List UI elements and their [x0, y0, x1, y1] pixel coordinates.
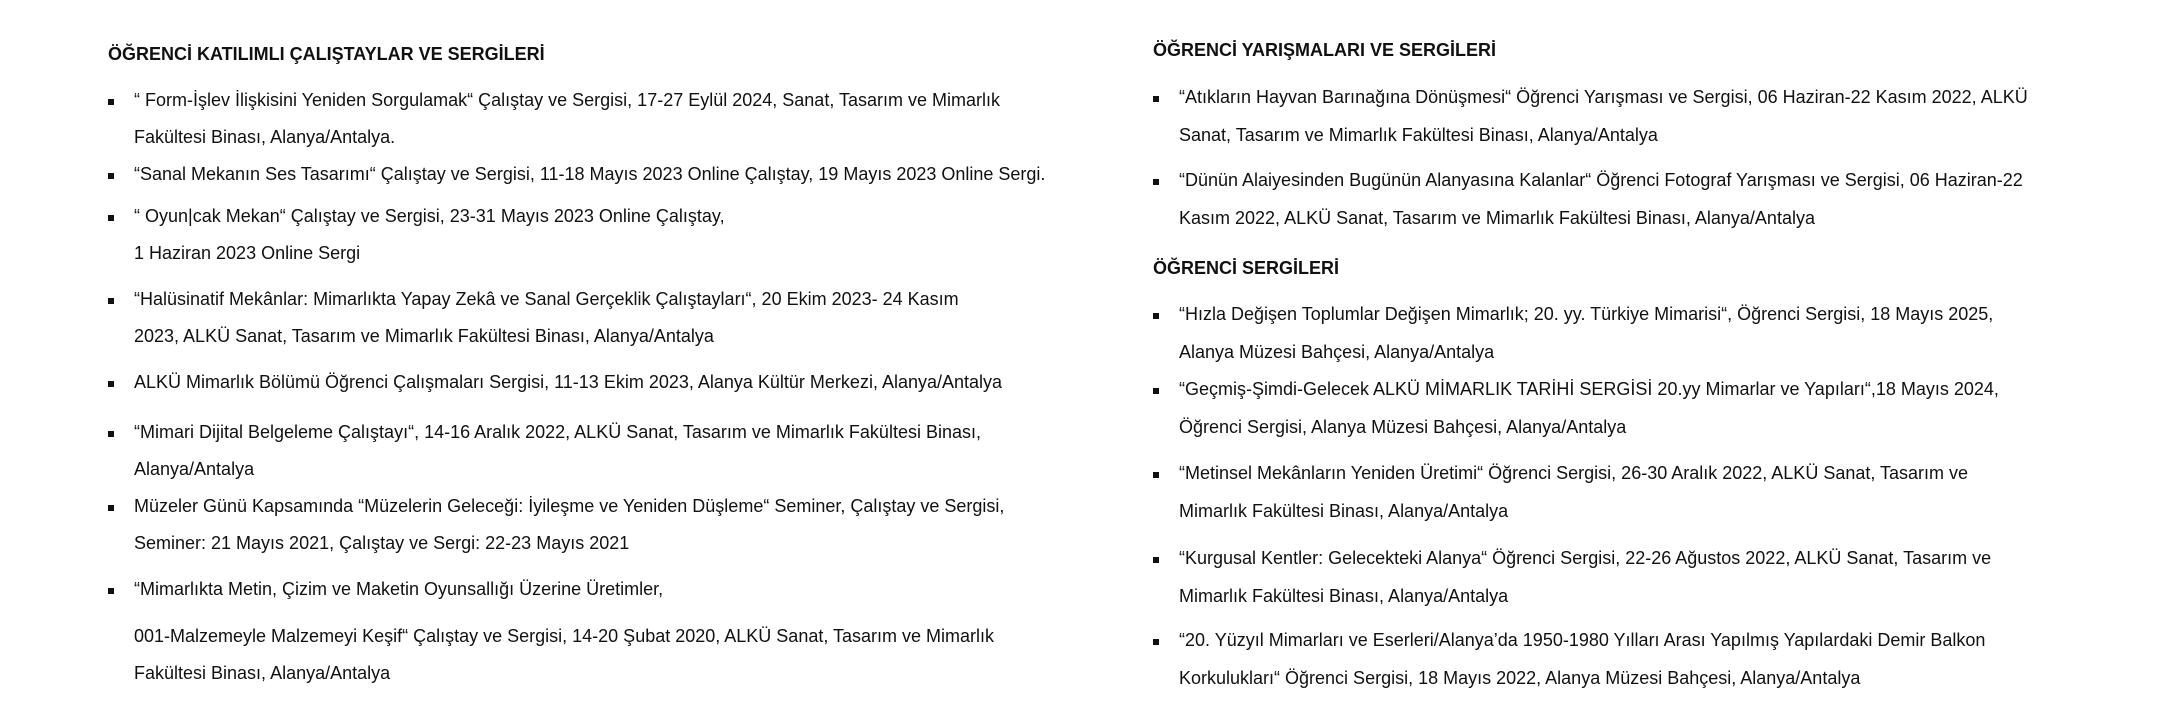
bullet-icon: [1153, 639, 1159, 645]
list-item-line: Mimarlık Fakültesi Binası, Alanya/Antalya: [1179, 501, 1509, 521]
list-item-line: “Metinsel Mekânların Yeniden Üretimi“ Öğrenci Sergisi, 26-30 Aralık 2022, ALKÜ Sanat, Tasarım ve: [1179, 463, 1969, 483]
bullet-icon: [108, 505, 114, 511]
section-heading-workshops: ÖĞRENCİ KATILIMLI ÇALIŞTAYLAR VE SERGİLERİ: [108, 44, 545, 64]
bullet-icon: [108, 298, 114, 304]
bullet-icon: [1153, 472, 1159, 478]
list-item-line: “ Oyun|cak Mekan“ Çalıştay ve Sergisi, 23-31 Mayıs 2023 Online Çalıştay,: [134, 206, 725, 226]
list-item-line: “Sanal Mekanın Ses Tasarımı“ Çalıştay ve Sergisi, 11-18 Mayıs 2023 Online Çalıştay, 19 Mayıs 2023 Online Sergi.: [134, 164, 1046, 184]
list-item-line: 1 Haziran 2023 Online Sergi: [134, 243, 361, 263]
list-item-line: Kasım 2022, ALKÜ Sanat, Tasarım ve Mimarlık Fakültesi Binası, Alanya/Antalya: [1179, 208, 1815, 228]
section-heading-competitions: ÖĞRENCİ YARIŞMALARI VE SERGİLERİ: [1153, 40, 1497, 60]
list-item-line: Sanat, Tasarım ve Mimarlık Fakültesi Binası, Alanya/Antalya: [1179, 125, 1658, 145]
list-item-line: Müzeler Günü Kapsamında “Müzelerin Geleceği: İyileşme ve Yeniden Düşleme“ Seminer, Çalıştay ve Sergisi,: [134, 496, 1005, 516]
list-item-line: “Kurgusal Kentler: Gelecekteki Alanya“ Öğrenci Sergisi, 22-26 Ağustos 2022, ALKÜ Sanat, Tasarım ve: [1179, 548, 1992, 568]
bullet-icon: [108, 173, 114, 179]
list-item-line: Mimarlık Fakültesi Binası, Alanya/Antalya: [1179, 586, 1509, 606]
section-heading-exhibitions: ÖĞRENCİ SERGİLERİ: [1153, 258, 1340, 278]
list-item-line: “Mimarlıkta Metin, Çizim ve Maketin Oyunsallığı Üzerine Üretimler,: [134, 579, 664, 599]
list-item-line: “Halüsinatif Mekânlar: Mimarlıkta Yapay Zekâ ve Sanal Gerçeklik Çalıştayları“, 20 Ekim 2023- 24 Kasım: [134, 289, 959, 309]
list-item-line: ALKÜ Mimarlık Bölümü Öğrenci Çalışmaları Sergisi, 11-13 Ekim 2023, Alanya Kültür Merkezi, Alanya/Antalya: [134, 372, 1003, 392]
list-item-line: “Atıkların Hayvan Barınağına Dönüşmesi“ Öğrenci Yarışması ve Sergisi, 06 Haziran-22 Kasım 2022, ALKÜ: [1179, 87, 2028, 107]
bullet-icon: [1153, 313, 1159, 319]
list-item-line: Fakültesi Binası, Alanya/Antalya: [134, 663, 391, 683]
list-item-line: Alanya/Antalya: [134, 459, 255, 479]
list-item-line: “Hızla Değişen Toplumlar Değişen Mimarlık; 20. yy. Türkiye Mimarisi“, Öğrenci Sergisi, 18 Mayıs 2025,: [1179, 304, 1994, 324]
bullet-icon: [1153, 388, 1159, 394]
list-item-line: “ Form-İşlev İlişkisini Yeniden Sorgulamak“ Çalıştay ve Sergisi, 17-27 Eylül 2024, Sanat, Tasarım ve Mimarlık: [134, 90, 1001, 110]
bullet-icon: [1153, 557, 1159, 563]
list-item-line: Seminer: 21 Mayıs 2021, Çalıştay ve Sergi: 22-23 Mayıs 2021: [134, 533, 630, 553]
bullet-icon: [1153, 96, 1159, 102]
list-item-line: Fakültesi Binası, Alanya/Antalya.: [134, 127, 396, 147]
list-item-line: Alanya Müzesi Bahçesi, Alanya/Antalya: [1179, 342, 1495, 362]
bullet-icon: [108, 99, 114, 105]
list-item-line: Öğrenci Sergisi, Alanya Müzesi Bahçesi, Alanya/Antalya: [1179, 417, 1627, 437]
list-item-line: 2023, ALKÜ Sanat, Tasarım ve Mimarlık Fakültesi Binası, Alanya/Antalya: [134, 326, 714, 346]
list-item-line: 001-Malzemeyle Malzemeyi Keşif“ Çalıştay ve Sergisi, 14-20 Şubat 2020, ALKÜ Sanat, Tasarım ve Mimarlık: [134, 626, 995, 646]
list-item-line: “Dünün Alaiyesinden Bugünün Alanyasına Kalanlar“ Öğrenci Fotograf Yarışması ve Sergisi, 06 Haziran-22: [1179, 170, 2023, 190]
list-item-line: “Geçmiş-Şimdi-Gelecek ALKÜ MİMARLIK TARİHİ SERGİSİ 20.yy Mimarlar ve Yapıları“,18 Mayıs 2024,: [1179, 379, 1999, 399]
bullet-icon: [108, 588, 114, 594]
list-item-line: Korkulukları“ Öğrenci Sergisi, 18 Mayıs 2022, Alanya Müzesi Bahçesi, Alanya/Antalya: [1179, 668, 1861, 688]
bullet-icon: [108, 431, 114, 437]
bullet-icon: [108, 381, 114, 387]
list-item-line: “20. Yüzyıl Mimarları ve Eserleri/Alanya’da 1950-1980 Yılları Arası Yapılmış Yapılardaki Demir Balkon: [1179, 630, 1986, 650]
bullet-icon: [1153, 179, 1159, 185]
bullet-icon: [108, 215, 114, 221]
list-item-line: “Mimari Dijital Belgeleme Çalıştayı“, 14-16 Aralık 2022, ALKÜ Sanat, Tasarım ve Mimarlık Fakültesi Binası,: [134, 422, 981, 442]
